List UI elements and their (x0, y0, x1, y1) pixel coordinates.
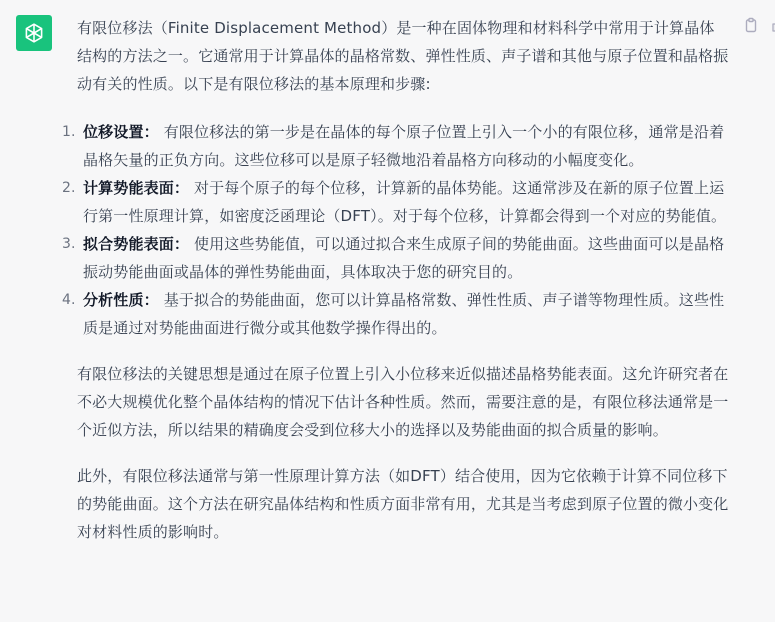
list-number: 2. (62, 180, 76, 196)
step-title: 位移设置： (83, 123, 159, 141)
assistant-avatar (16, 15, 52, 51)
clipboard-icon[interactable] (742, 16, 760, 34)
list-item (62, 118, 729, 174)
openai-logo-icon (22, 21, 46, 45)
list-number: 1. (62, 124, 76, 140)
list-number: 4. (62, 292, 76, 308)
step-text: 对于每个原子的每个位移，计算新的晶体势能。这通常涉及在新的原子位置上运行第一性原理计算，如密度泛函理论（DFT）。对于每个位移，计算都会得到一个对应的势能值。 (83, 179, 727, 225)
assistant-message (62, 14, 729, 546)
list-item (62, 286, 729, 342)
list-item (62, 230, 729, 286)
step-text: 基于拟合的势能曲面，您可以计算晶格常数、弹性性质、声子谱等物理性质。这些性质是通过对势能曲面进行微分或其他数学操作得出的。 (83, 291, 725, 337)
list-item (62, 174, 729, 230)
list-number: 3. (62, 236, 76, 252)
thumbs-up-icon[interactable] (770, 16, 775, 34)
step-title: 分析性质： (83, 291, 159, 309)
steps-list (62, 118, 729, 342)
message-actions (742, 16, 775, 34)
step-text: 使用这些势能值，可以通过拟合来生成原子间的势能曲面。这些曲面可以是晶格振动势能曲面或晶体的弹性势能曲面，具体取决于您的研究目的。 (83, 235, 725, 281)
message-paragraph: 有限位移法的关键思想是通过在原子位置上引入小位移来近似描述晶格势能表面。这允许研究者在不必大规模优化整个晶体结构的情况下估计各种性质。然而，需要注意的是，有限位移法通常是一个近似方法，所以结果的精确度会受到位移大小的选择以及势能曲面的拟合质量的影响。 (77, 365, 729, 439)
step-title: 计算势能表面： (83, 179, 190, 197)
message-intro: 有限位移法（Finite Displacement Method）是一种在固体物理和材料科学中常用于计算晶体结构的方法之一。它通常用于计算晶体的晶格常数、弹性性质、声子谱和其他与原子位置和晶格振动有关的性质。以下是有限位移法的基本原理和步骤: (77, 19, 729, 93)
step-text: 有限位移法的第一步是在晶体的每个原子位置上引入一个小的有限位移，通常是沿着晶格矢量的正负方向。这些位移可以是原子轻微地沿着晶格方向移动的小幅度变化。 (83, 123, 725, 169)
step-title: 拟合势能表面： (83, 235, 190, 253)
message-paragraph: 此外，有限位移法通常与第一性原理计算方法（如DFT）结合使用，因为它依赖于计算不同位移下的势能曲面。这个方法在研究晶体结构和性质方面非常有用，尤其是当考虑到原子位置的微小变化对材料性质的影响时。 (77, 467, 729, 541)
